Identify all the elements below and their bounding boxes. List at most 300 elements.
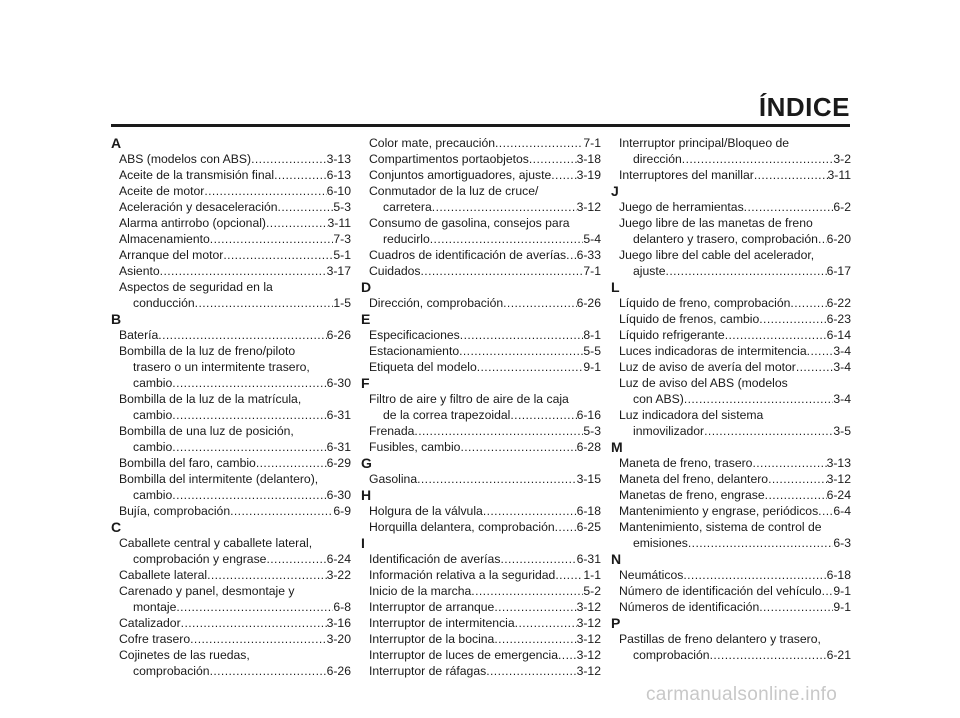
index-entry[interactable] bbox=[361, 327, 601, 343]
page-number: 6-16 bbox=[576, 408, 601, 422]
dot-leader bbox=[459, 343, 583, 359]
section-letter: F bbox=[361, 375, 370, 391]
index-entry[interactable] bbox=[111, 167, 351, 183]
index-entry[interactable] bbox=[111, 231, 351, 247]
index-entry[interactable] bbox=[361, 295, 601, 311]
dot-leader bbox=[172, 407, 326, 423]
page-number: 3-12 bbox=[576, 600, 601, 614]
index-entry[interactable] bbox=[361, 391, 601, 423]
entry-text: Identificación de averías bbox=[369, 552, 501, 566]
dot-leader bbox=[818, 231, 827, 247]
page-number: 6-22 bbox=[826, 296, 851, 310]
dot-leader bbox=[566, 247, 576, 263]
dot-leader bbox=[558, 647, 577, 663]
index-entry[interactable] bbox=[111, 615, 351, 631]
page-title: ÍNDICE bbox=[758, 92, 850, 122]
section-letter: G bbox=[361, 455, 372, 471]
entry-text: Almacenamiento bbox=[119, 232, 210, 246]
index-entry[interactable] bbox=[361, 551, 601, 567]
entry-text: de la correa trapezoidal bbox=[383, 408, 511, 422]
page-number: 3-19 bbox=[576, 168, 601, 182]
page-number: 6-4 bbox=[833, 504, 851, 518]
entry-text: Aceite de motor bbox=[119, 184, 205, 198]
dot-leader bbox=[172, 487, 326, 503]
index-entry[interactable] bbox=[611, 631, 851, 663]
index-entry[interactable] bbox=[111, 631, 351, 647]
dot-leader bbox=[551, 167, 576, 183]
page-number: 9-1 bbox=[833, 600, 851, 614]
dot-leader bbox=[204, 183, 326, 199]
section-letter: C bbox=[111, 519, 122, 535]
index-entry[interactable] bbox=[361, 215, 601, 247]
dot-leader bbox=[158, 327, 326, 343]
page-number: 7-3 bbox=[333, 232, 351, 246]
dot-leader bbox=[230, 503, 333, 519]
dot-leader bbox=[818, 503, 833, 519]
dot-leader bbox=[768, 471, 827, 487]
index-entry[interactable] bbox=[611, 455, 851, 471]
page-number: 3-13 bbox=[326, 152, 351, 166]
dot-leader bbox=[417, 471, 576, 487]
page-number: 8-1 bbox=[583, 328, 601, 342]
index-column-3 bbox=[611, 135, 851, 663]
index-entry[interactable] bbox=[611, 487, 851, 503]
entry-text: Color mate, precaución bbox=[369, 136, 495, 150]
index-entry[interactable] bbox=[361, 599, 601, 615]
dot-leader bbox=[223, 247, 333, 263]
entry-text: cambio bbox=[133, 440, 173, 454]
entry-text: ABS (modelos con ABS) bbox=[119, 152, 252, 166]
entry-text: Número de identificación del vehículo bbox=[619, 584, 822, 598]
index-entry[interactable] bbox=[111, 199, 351, 215]
page-number: 6-31 bbox=[576, 552, 601, 566]
page-number: 3-20 bbox=[326, 632, 351, 646]
section-letter: E bbox=[361, 311, 371, 327]
entry-text: Caballete lateral bbox=[119, 568, 208, 582]
entry-text: Números de identificación bbox=[619, 600, 760, 614]
index-entry[interactable] bbox=[611, 167, 851, 183]
entry-text: montaje bbox=[133, 600, 177, 614]
entry-text: cambio bbox=[133, 376, 173, 390]
entry-text: Interruptores del manillar bbox=[619, 168, 754, 182]
title-rule bbox=[111, 124, 850, 127]
page-number: 6-21 bbox=[826, 648, 851, 662]
entry-text: Bombilla del faro, cambio bbox=[119, 456, 256, 470]
page-number: 6-25 bbox=[576, 520, 601, 534]
page-number: 6-13 bbox=[326, 168, 351, 182]
dot-leader bbox=[765, 487, 827, 503]
page-number: 5-5 bbox=[583, 344, 601, 358]
dot-leader bbox=[503, 295, 576, 311]
section-letter: H bbox=[361, 487, 372, 503]
index-entry[interactable] bbox=[611, 295, 851, 311]
page-number: 5-3 bbox=[583, 424, 601, 438]
page-number: 3-12 bbox=[576, 616, 601, 630]
page-number: 6-29 bbox=[326, 456, 351, 470]
index-entry[interactable] bbox=[361, 583, 601, 599]
page-number: 3-2 bbox=[833, 152, 851, 166]
dot-leader bbox=[807, 343, 834, 359]
page-number: 6-8 bbox=[333, 600, 351, 614]
section-letter: P bbox=[611, 615, 621, 631]
page-number: 6-3 bbox=[833, 536, 851, 550]
dot-leader bbox=[477, 359, 584, 375]
dot-leader bbox=[744, 199, 834, 215]
page-number: 5-4 bbox=[583, 232, 601, 246]
entry-text: Especificaciones bbox=[369, 328, 460, 342]
entry-text: Frenada bbox=[369, 424, 415, 438]
index-entry[interactable] bbox=[611, 247, 851, 279]
dot-leader bbox=[432, 199, 577, 215]
index-entry[interactable] bbox=[111, 151, 351, 167]
watermark: carmanualsonline.info bbox=[646, 684, 838, 705]
dot-leader bbox=[704, 423, 833, 439]
page-number: 3-12 bbox=[826, 472, 851, 486]
dot-leader bbox=[210, 231, 334, 247]
index-entry[interactable] bbox=[111, 647, 351, 679]
index-entry[interactable] bbox=[611, 343, 851, 359]
dot-leader bbox=[471, 583, 583, 599]
dot-leader bbox=[510, 407, 576, 423]
page-number: 3-4 bbox=[833, 360, 851, 374]
page-number: 5-1 bbox=[333, 248, 351, 262]
section-letter: A bbox=[111, 135, 122, 151]
dot-leader bbox=[495, 135, 583, 151]
page-number: 6-20 bbox=[826, 232, 851, 246]
entry-text: Alarma antirrobo (opcional) bbox=[119, 216, 266, 230]
dot-leader bbox=[790, 295, 826, 311]
index-entry[interactable] bbox=[111, 583, 351, 615]
dot-leader bbox=[555, 567, 583, 583]
dot-leader bbox=[483, 503, 577, 519]
entry-text: con ABS) bbox=[633, 392, 684, 406]
entry-text: Holgura de la válvula bbox=[369, 504, 483, 518]
index-entry[interactable] bbox=[111, 215, 351, 231]
entry-text: Estacionamiento bbox=[369, 344, 460, 358]
index-entry[interactable] bbox=[361, 439, 601, 455]
dot-leader bbox=[181, 615, 327, 631]
entry-text: Información relativa a la seguridad bbox=[369, 568, 556, 582]
dot-leader bbox=[555, 519, 577, 535]
dot-leader bbox=[494, 631, 576, 647]
dot-leader bbox=[414, 423, 583, 439]
dot-leader bbox=[529, 151, 577, 167]
entry-text: emisiones bbox=[633, 536, 688, 550]
page-number: 3-4 bbox=[833, 392, 851, 406]
entry-text: Luz de aviso del ABS (modelos bbox=[619, 376, 788, 390]
entry-text: Aceleración y desaceleración bbox=[119, 200, 278, 214]
page-number: 6-33 bbox=[576, 248, 601, 262]
entry-text: Mantenimiento, sistema de control de bbox=[619, 520, 822, 534]
entry-text: Consumo de gasolina, consejos para bbox=[369, 216, 570, 230]
index-entry[interactable] bbox=[361, 343, 601, 359]
entry-text: Conmutador de la luz de cruce/ bbox=[369, 184, 539, 198]
entry-text: Juego libre del cable del acelerador, bbox=[619, 248, 815, 262]
entry-text: Dirección, comprobación bbox=[369, 296, 504, 310]
entry-text: Caballete central y caballete lateral, bbox=[119, 536, 313, 550]
index-entry[interactable] bbox=[611, 327, 851, 343]
index-entry[interactable] bbox=[111, 391, 351, 423]
entry-text: Interruptor de la bocina bbox=[369, 632, 495, 646]
index-entry[interactable] bbox=[111, 423, 351, 455]
entry-text: Compartimentos portaobjetos bbox=[369, 152, 529, 166]
entry-text: comprobación bbox=[633, 648, 710, 662]
entry-text: Luz de aviso de avería del motor bbox=[619, 360, 796, 374]
page-number: 6-26 bbox=[326, 664, 351, 678]
entry-text: Cojinetes de las ruedas, bbox=[119, 648, 250, 662]
entry-text: delantero y trasero, comprobación bbox=[633, 232, 818, 246]
page-number: 6-18 bbox=[576, 504, 601, 518]
index-entry[interactable] bbox=[111, 503, 351, 519]
dot-leader bbox=[754, 167, 828, 183]
page-number: 6-18 bbox=[826, 568, 851, 582]
section-letter: J bbox=[611, 183, 619, 199]
index-entry[interactable] bbox=[361, 135, 601, 151]
page-number: 3-12 bbox=[576, 200, 601, 214]
page-number: 6-31 bbox=[326, 408, 351, 422]
index-entry[interactable] bbox=[361, 631, 601, 647]
entry-text: Interruptor principal/Bloqueo de bbox=[619, 136, 790, 150]
dot-leader bbox=[710, 647, 827, 663]
page-number: 1-5 bbox=[333, 296, 351, 310]
index-entry[interactable] bbox=[361, 423, 601, 439]
index-entry[interactable] bbox=[361, 567, 601, 583]
index-entry[interactable] bbox=[361, 359, 601, 375]
page-number: 3-15 bbox=[576, 472, 601, 486]
page-number: 5-2 bbox=[583, 584, 601, 598]
dot-leader bbox=[460, 327, 584, 343]
index-entry[interactable] bbox=[111, 327, 351, 343]
page-number: 6-23 bbox=[826, 312, 851, 326]
page-number: 3-17 bbox=[326, 264, 351, 278]
index-entry[interactable] bbox=[361, 647, 601, 663]
page-number: 6-30 bbox=[326, 488, 351, 502]
entry-text: Cofre trasero bbox=[119, 632, 191, 646]
entry-text: Líquido de frenos, cambio bbox=[619, 312, 760, 326]
entry-text: Filtro de aire y filtro de aire de la caja bbox=[369, 392, 569, 406]
index-entry[interactable] bbox=[361, 615, 601, 631]
dot-leader bbox=[725, 327, 827, 343]
page-number: 6-24 bbox=[826, 488, 851, 502]
index-entry[interactable] bbox=[361, 519, 601, 535]
page-number: 3-18 bbox=[576, 152, 601, 166]
dot-leader bbox=[682, 151, 834, 167]
index-entry[interactable] bbox=[111, 183, 351, 199]
index-entry[interactable] bbox=[611, 359, 851, 375]
page-number: 3-22 bbox=[326, 568, 351, 582]
entry-text: Líquido de freno, comprobación bbox=[619, 296, 791, 310]
index-entry[interactable] bbox=[361, 183, 601, 215]
index-entry[interactable] bbox=[361, 263, 601, 279]
index-entry[interactable] bbox=[361, 247, 601, 263]
entry-text: carretera bbox=[383, 200, 432, 214]
index-entry[interactable] bbox=[361, 663, 601, 679]
page-number: 3-4 bbox=[833, 344, 851, 358]
page-number: 9-1 bbox=[833, 584, 851, 598]
page-number: 6-26 bbox=[326, 328, 351, 342]
index-entry[interactable] bbox=[111, 263, 351, 279]
dot-leader bbox=[684, 391, 834, 407]
dot-leader bbox=[822, 583, 834, 599]
dot-leader bbox=[190, 631, 326, 647]
page-number: 6-28 bbox=[576, 440, 601, 454]
page-number: 3-11 bbox=[327, 216, 351, 230]
dot-leader bbox=[515, 615, 577, 631]
index-entry[interactable] bbox=[611, 199, 851, 215]
dot-leader bbox=[666, 263, 827, 279]
index-entry[interactable] bbox=[611, 471, 851, 487]
page-number: 3-12 bbox=[576, 664, 601, 678]
entry-text: Horquilla delantera, comprobación bbox=[369, 520, 555, 534]
entry-text: dirección bbox=[633, 152, 682, 166]
entry-text: Aceite de la transmisión final bbox=[119, 168, 275, 182]
dot-leader bbox=[460, 439, 576, 455]
entry-text: Neumáticos bbox=[619, 568, 684, 582]
entry-text: Arranque del motor bbox=[119, 248, 224, 262]
index-entry[interactable] bbox=[611, 215, 851, 247]
index-entry[interactable] bbox=[111, 567, 351, 583]
page-number: 6-10 bbox=[326, 184, 351, 198]
entry-text: Cuidados bbox=[369, 264, 421, 278]
entry-text: Luz indicadora del sistema bbox=[619, 408, 764, 422]
dot-leader bbox=[176, 599, 333, 615]
entry-text: comprobación bbox=[133, 664, 210, 678]
page-number: 6-17 bbox=[826, 264, 851, 278]
index-entry[interactable] bbox=[611, 311, 851, 327]
dot-leader bbox=[486, 663, 576, 679]
page-number: 3-11 bbox=[827, 168, 851, 182]
dot-leader bbox=[752, 455, 826, 471]
dot-leader bbox=[256, 455, 327, 471]
page-number: 6-30 bbox=[326, 376, 351, 390]
entry-text: Bombilla de una luz de posición, bbox=[119, 424, 294, 438]
index-column-2 bbox=[361, 135, 601, 679]
dot-leader bbox=[172, 439, 326, 455]
entry-text: Interruptor de luces de emergencia bbox=[369, 648, 559, 662]
page-number: 6-24 bbox=[326, 552, 351, 566]
index-entry[interactable] bbox=[111, 455, 351, 471]
entry-text: Inicio de la marcha bbox=[369, 584, 472, 598]
entry-text: Interruptor de intermitencia bbox=[369, 616, 515, 630]
entry-text: inmovilizador bbox=[633, 424, 705, 438]
dot-leader bbox=[160, 263, 327, 279]
entry-text: cambio bbox=[133, 488, 173, 502]
index-entry[interactable] bbox=[361, 503, 601, 519]
entry-text: reducirlo bbox=[383, 232, 430, 246]
dot-leader bbox=[494, 599, 576, 615]
section-letter: M bbox=[611, 439, 623, 455]
dot-leader bbox=[266, 551, 326, 567]
dot-leader bbox=[274, 167, 326, 183]
dot-leader bbox=[500, 551, 576, 567]
entry-text: Fusibles, cambio bbox=[369, 440, 461, 454]
page-number: 3-16 bbox=[326, 616, 351, 630]
index-entry[interactable] bbox=[611, 567, 851, 583]
index-entry[interactable] bbox=[111, 471, 351, 503]
dot-leader bbox=[266, 215, 328, 231]
entry-text: comprobación y engrase bbox=[133, 552, 267, 566]
dot-leader bbox=[207, 567, 327, 583]
section-letter: B bbox=[111, 311, 122, 327]
index-entry[interactable] bbox=[361, 151, 601, 167]
dot-leader bbox=[210, 663, 327, 679]
index-entry[interactable] bbox=[611, 519, 851, 551]
entry-text: Carenado y panel, desmontaje y bbox=[119, 584, 295, 598]
section-letter: L bbox=[611, 279, 620, 295]
entry-text: Bombilla del intermitente (delantero), bbox=[119, 472, 319, 486]
index-entry[interactable] bbox=[611, 599, 851, 615]
dot-leader bbox=[688, 535, 834, 551]
page-number: 3-13 bbox=[826, 456, 851, 470]
entry-text: Bujía, comprobación bbox=[119, 504, 231, 518]
page-number: 3-5 bbox=[833, 424, 851, 438]
entry-text: Etiqueta del modelo bbox=[369, 360, 477, 374]
page-number: 5-3 bbox=[333, 200, 351, 214]
entry-text: Líquido refrigerante bbox=[619, 328, 725, 342]
index-entry[interactable] bbox=[611, 135, 851, 167]
entry-text: Aspectos de seguridad en la bbox=[119, 280, 273, 294]
entry-text: Catalizador bbox=[119, 616, 181, 630]
page-number: 7-1 bbox=[583, 264, 601, 278]
page-number: 7-1 bbox=[583, 136, 601, 150]
entry-text: Pastillas de freno delantero y trasero, bbox=[619, 632, 821, 646]
entry-text: Juego de herramientas bbox=[619, 200, 744, 214]
dot-leader bbox=[421, 263, 584, 279]
entry-text: Conjuntos amortiguadores, ajuste bbox=[369, 168, 552, 182]
dot-leader bbox=[251, 151, 327, 167]
entry-text: Manetas de freno, engrase bbox=[619, 488, 765, 502]
index-entry[interactable] bbox=[111, 247, 351, 263]
entry-text: Juego libre de las manetas de freno bbox=[619, 216, 813, 230]
entry-text: Gasolina bbox=[369, 472, 418, 486]
section-letter: N bbox=[611, 551, 622, 567]
entry-text: Luces indicadoras de intermitencia bbox=[619, 344, 807, 358]
entry-text: Asiento bbox=[119, 264, 160, 278]
index-entry[interactable] bbox=[361, 167, 601, 183]
dot-leader bbox=[278, 199, 334, 215]
section-letter: D bbox=[361, 279, 372, 295]
entry-text: cambio bbox=[133, 408, 173, 422]
index-entry[interactable] bbox=[611, 583, 851, 599]
entry-text: Interruptor de arranque bbox=[369, 600, 495, 614]
page-number: 6-31 bbox=[326, 440, 351, 454]
dot-leader bbox=[195, 295, 334, 311]
entry-text: conducción bbox=[133, 296, 195, 310]
index-entry[interactable] bbox=[111, 343, 351, 391]
entry-text: trasero o un intermitente trasero, bbox=[133, 360, 310, 374]
index-entry[interactable] bbox=[111, 535, 351, 567]
dot-leader bbox=[759, 311, 826, 327]
dot-leader bbox=[759, 599, 833, 615]
index-entry[interactable] bbox=[611, 375, 851, 407]
dot-leader bbox=[172, 375, 326, 391]
index-entry[interactable] bbox=[611, 503, 851, 519]
section-letter: I bbox=[361, 535, 365, 551]
dot-leader bbox=[683, 567, 826, 583]
entry-text: Mantenimiento y engrase, periódicos bbox=[619, 504, 819, 518]
index-entry[interactable] bbox=[611, 407, 851, 439]
index-entry[interactable] bbox=[361, 471, 601, 487]
page-number: 6-14 bbox=[826, 328, 851, 342]
page-number: 1-1 bbox=[583, 568, 601, 582]
index-entry[interactable] bbox=[111, 279, 351, 311]
dot-leader bbox=[796, 359, 834, 375]
entry-text: Cuadros de identificación de averías bbox=[369, 248, 567, 262]
entry-text: Bombilla de la luz de freno/piloto bbox=[119, 344, 296, 358]
page-number: 3-12 bbox=[576, 632, 601, 646]
page-number: 3-12 bbox=[576, 648, 601, 662]
entry-text: Maneta del freno, delantero bbox=[619, 472, 769, 486]
